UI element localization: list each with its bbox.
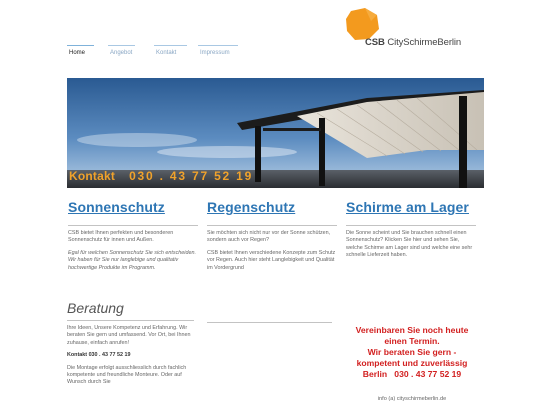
paragraph: CSB bietet Ihnen verschiedene Konzepte zum Schutz vor Regen. Auch hier steht Langlebigkeit und Qualität im Vordergrund [207,249,336,271]
heading-beratung: Beratung [67,300,124,316]
divider [207,322,332,323]
paragraph: Die Montage erfolgt ausschliesslich durch fachlich kompetente und freundliche Monteure. Oder auf Wunsch durch Sie [67,364,187,386]
paragraph: Die Sonne scheint und Sie brauchen schnell einen Sonnenschutz? Klicken Sie hier und sehen Sie, welche Schirme am Lager sind und welche eine sehr schnelle Lieferzeit haben. [346,230,473,259]
heading-sonnenschutz[interactable]: Sonnenschutz [68,199,165,215]
column-schirme-am-lager [346,199,476,265]
beratung-contact: Kontakt 030 . 43 77 52 19 [67,352,131,359]
divider [67,320,194,321]
divider [346,225,476,226]
hero-contact-label: Kontakt [69,169,116,183]
nav-item-angebot[interactable]: Angebot [108,45,135,61]
callout-line: einen Termin. [384,336,440,346]
column-sonnenschutz [68,199,198,277]
paragraph: Sie möchten sich nicht nur vor der Sonne schützen, sondern auch vor Regen? [207,230,331,244]
divider [207,225,337,226]
divider [68,225,198,226]
logo-name: CitySchirmeBerlin [387,37,462,48]
nav-item-kontakt[interactable]: Kontakt [154,45,187,61]
hero-contact [69,169,253,183]
callout-phone: Berlin 030 . 43 77 52 19 [362,369,462,379]
site-logo[interactable] [343,7,473,51]
footer-email[interactable]: info (a) cityschirmeberlin.de [377,396,447,402]
nav-item-home[interactable]: Home [67,45,94,61]
section-beratung [67,300,194,392]
hero-contact-phone[interactable]: 030 . 43 77 52 19 [129,169,254,183]
paragraph: Ihre Ideen, Unsere Kompetenz und Erfahrung. Wir beraten Sie gern und umfassend. Vor Ort, bei Ihnen zuhause, einfach anrufen! [67,325,191,346]
callout-line: Vereinbaren Sie noch heute [355,325,469,335]
hero-banner [67,78,484,188]
heading-schirme-am-lager[interactable]: Schirme am Lager [346,199,469,215]
callout-line: kompetent und zuverlässig [356,358,468,368]
heading-regenschutz[interactable]: Regenschutz [207,199,296,215]
callout-line: Wir beraten Sie gern - [367,347,457,357]
nav-item-impressum[interactable]: Impressum [198,45,238,61]
logo-text [365,37,461,48]
appointment-callout [342,325,482,380]
paragraph: Egal für welchen Sonnenschutz Sie sich entscheiden. Wir haben für Sie nur langlebige und qualitativ hochwertige Produkte im Programm. [68,249,196,271]
paragraph: CSB bietet Ihnen perfekten und besonderen Sonnenschutz für innen und Außen. [68,230,174,244]
logo-brand: CSB [365,37,385,48]
column-regenschutz [207,199,337,277]
